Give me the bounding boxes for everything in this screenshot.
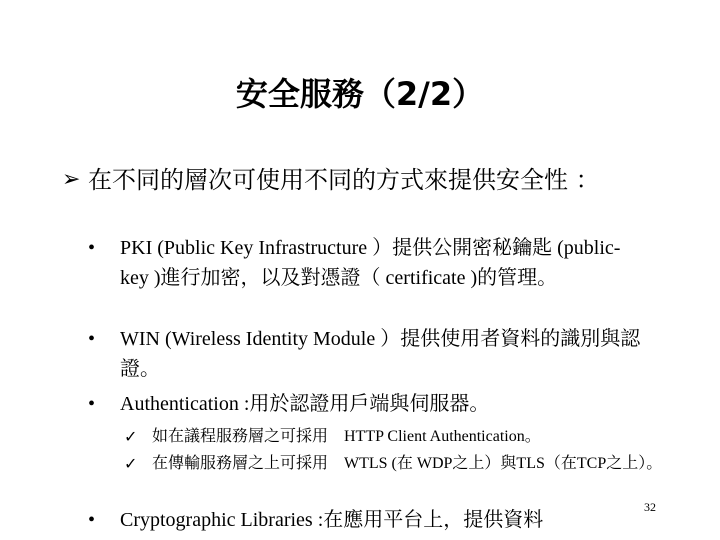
list-item-text: Cryptographic Libraries :在應用平台上，提供資料 <box>120 509 544 531</box>
page-number: 32 <box>644 500 656 514</box>
list-item-authentication <box>88 389 648 419</box>
dot-bullet-icon: • <box>88 393 96 415</box>
dot-bullet-icon: • <box>88 509 96 531</box>
list-item-text: WIN (Wireless Identity Module ）提供使用者資料的識別與認證。 <box>120 328 641 380</box>
subitem-transport-layer <box>124 452 684 476</box>
list-item-text: Authentication :用於認證用戶端與伺服器。 <box>120 393 490 415</box>
dot-bullet-icon: • <box>88 328 96 350</box>
dot-bullet-icon: • <box>88 237 96 259</box>
checkmark-icon: ✓ <box>124 454 138 473</box>
list-item-win <box>88 324 648 384</box>
subitem-text: 在傳輸服務層之上可採用 WTLS (在 WDP之上）與TLS（在TCP之上）。 <box>152 455 663 472</box>
intro-bullet <box>62 165 622 195</box>
slide-title: 安全服務（2/2） <box>235 75 485 113</box>
subitem-text: 如在議程服務層之可採用 HTTP Client Authentication。 <box>152 428 541 445</box>
list-item-text: PKI (Public Key Infrastructure ）提供公開密秘鑰匙 (public-key )進行加密，以及對憑證（ certificate )的管理。 <box>120 237 621 289</box>
checkmark-icon: ✓ <box>124 427 138 446</box>
intro-text: 在不同的層次可使用不同的方式來提供安全性 ： <box>88 166 600 194</box>
list-item-crypto-libraries <box>88 505 648 535</box>
list-item-pki <box>88 233 648 293</box>
subitem-session-layer <box>124 425 684 449</box>
arrow-bullet-icon: ➢ <box>62 167 81 192</box>
